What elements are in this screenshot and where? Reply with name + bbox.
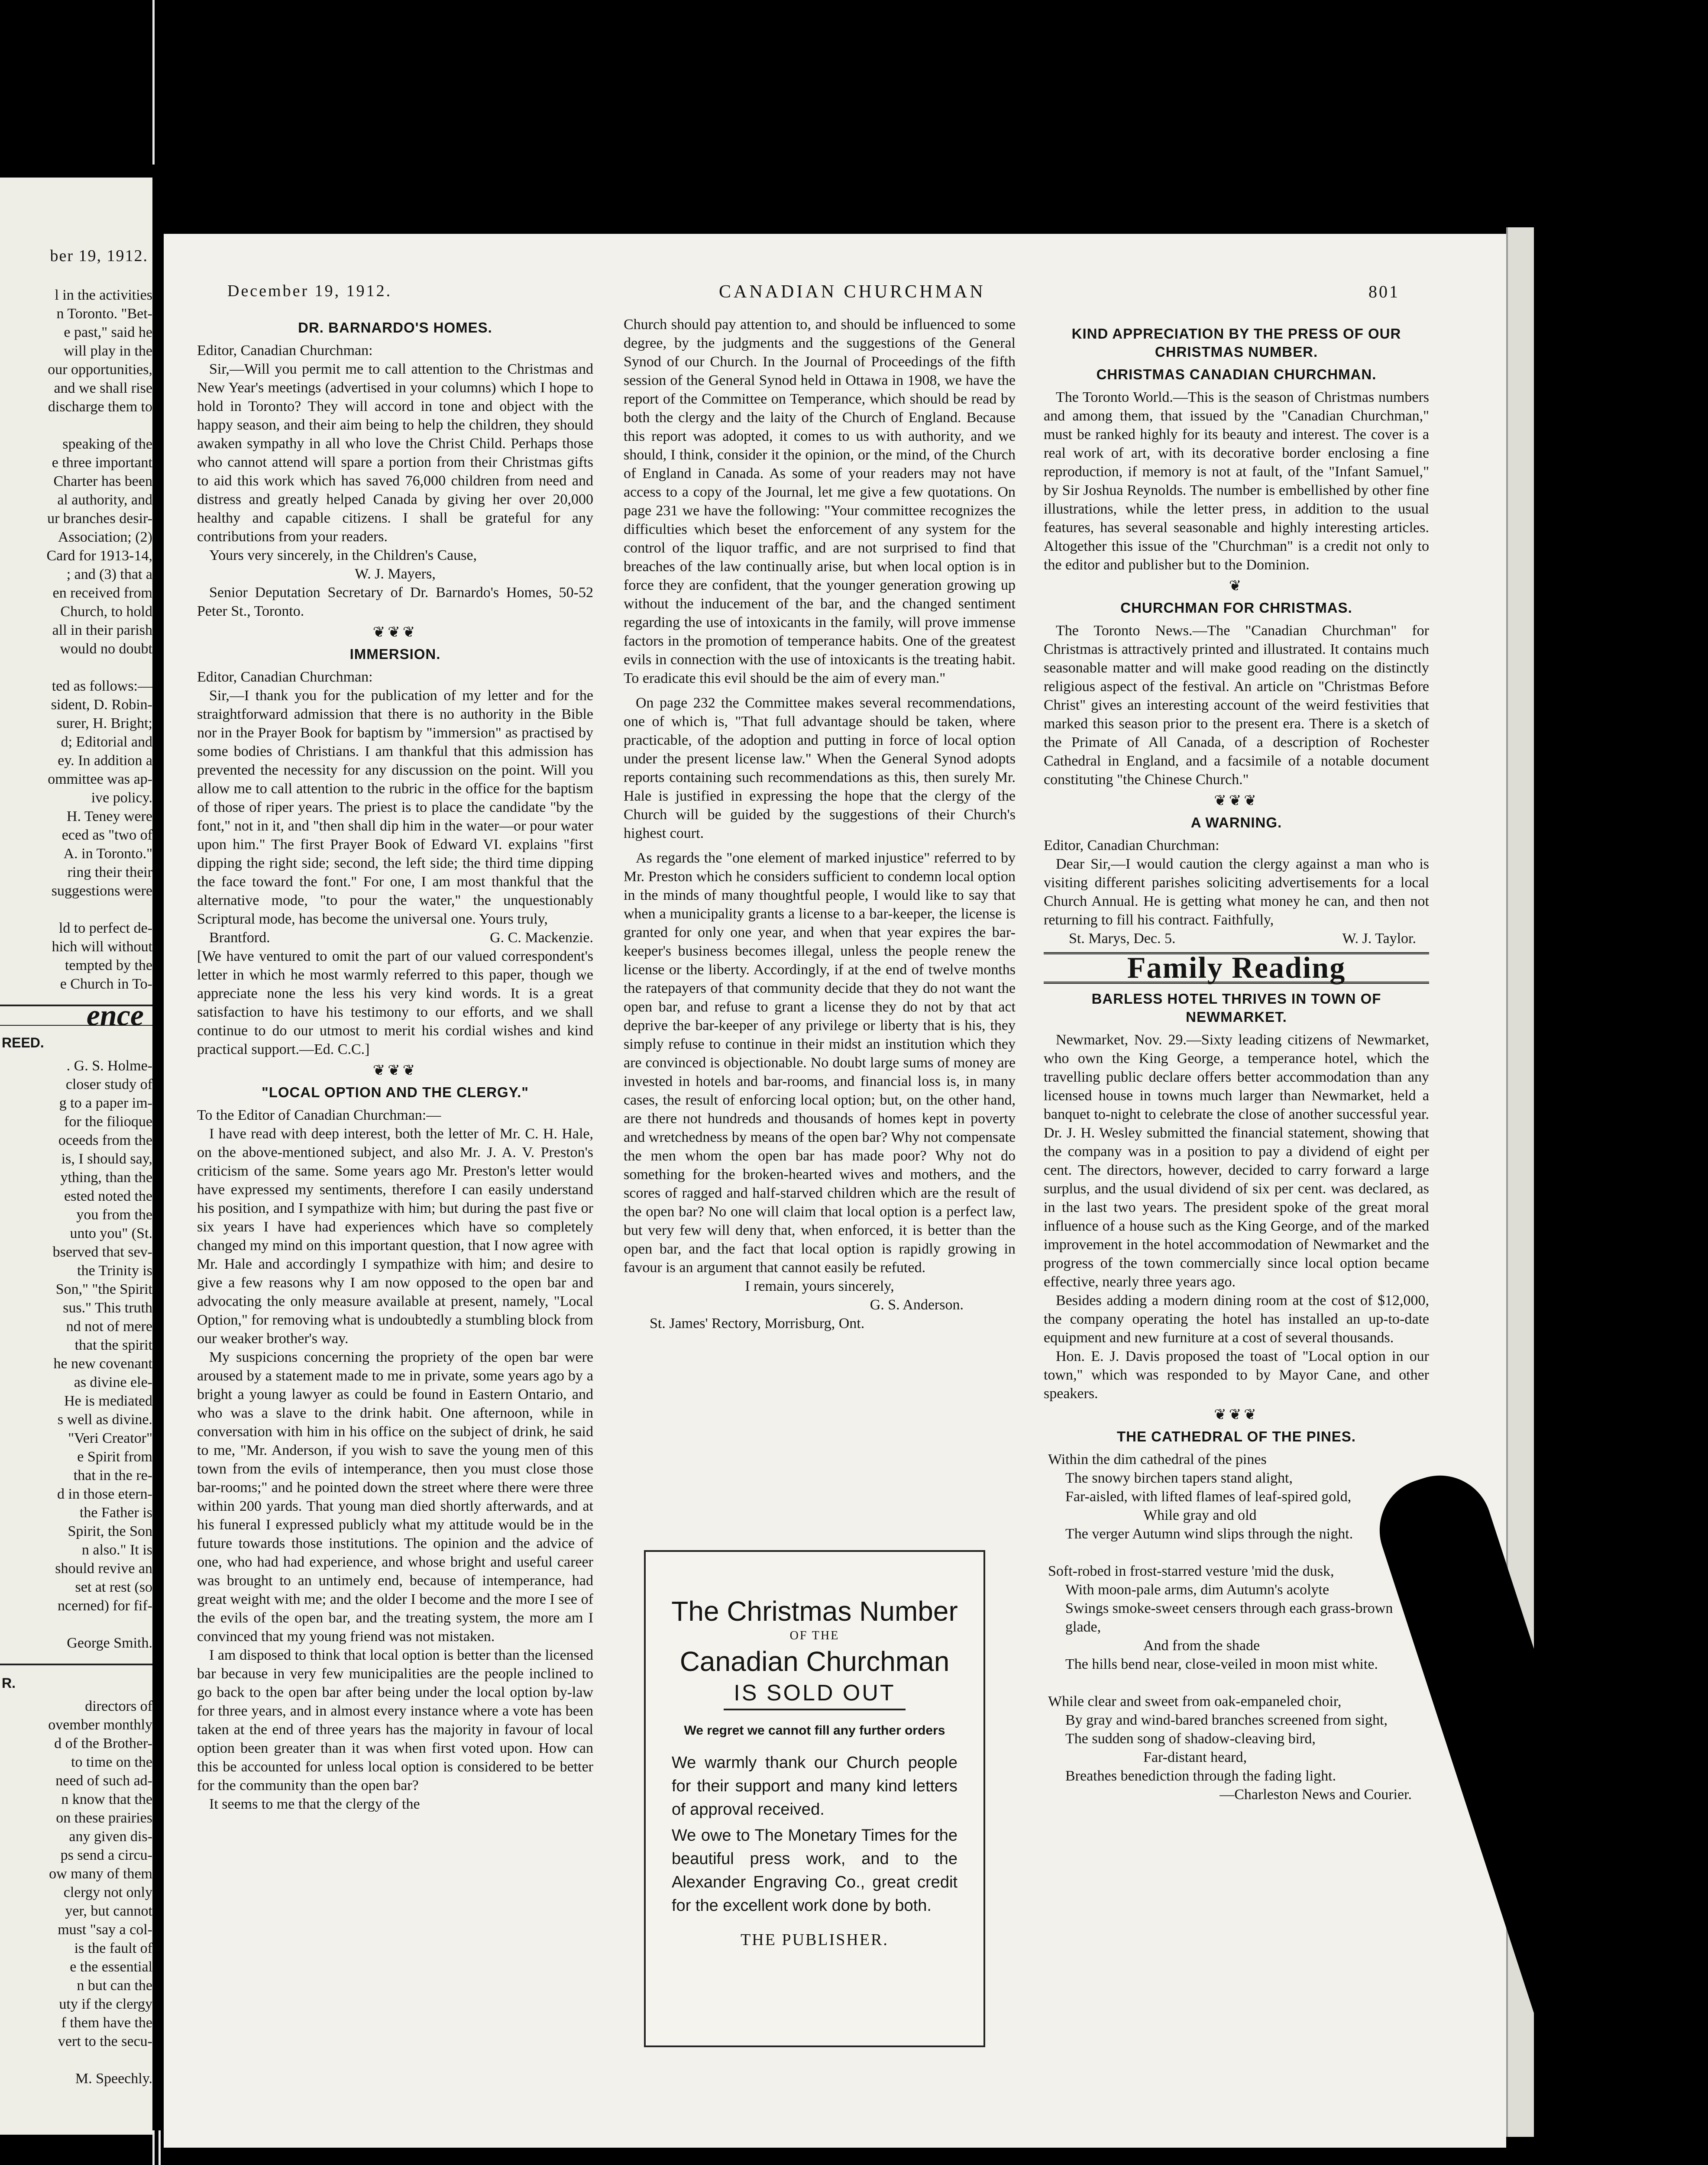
poem-line: Swings smoke-sweet censers through each grass-brown glade, [1065,1600,1393,1635]
left-page-line: oceeds from the [58,1132,152,1148]
poem-line: Within the dim cathedral of the pines [1048,1451,1267,1467]
article-paragraph: On page 232 the Committee makes several recommendations, one of which is, "That full advantage should be taken, where practicable, of the adoption and putting in force of local option under the present license law." When the General Synod adopts reports containing such recommendations as this, then surely Mr. Hale is justified in expressing the hope that the clergy of the Church will be guided by the suggestions of their Church's highest court. [624,695,1016,841]
left-page-fragment [0,178,152,2135]
article-body: Sir,—I thank you for the publication of my letter and for the straightforward admission that there is no authority in the Bible nor in the Prayer Book for baptism by "immersion" as practised by some bodies of Christians. I am thankful that this admission has prevented the necessity for any discussion on the point. Will you allow me to call attention to the rubric in the office for the baptism of those of riper years. The priest is to place the candidate "by the font," not in it, and "then shall dip him in the water—or pour water upon him." The first Prayer Book of Edward VI. explains "first dipping the right side; second, the left side; the third time dipping the face toward the font." For one, I am most thankful that the alternative mode, "to pour the water," the unquestionably Scriptural mode, has become the universal one. Yours truly, [197,688,593,927]
signature-role: Senior Deputation Secretary of Dr. Barnardo's Homes, 50-52 Peter St., Toronto. [197,585,593,619]
left-page-line: ncerned) for fif- [58,1598,152,1614]
article-paragraph: Newmarket, Nov. 29.—Sixty leading citizens of Newmarket, who own the King George, a temperance hotel, which the travelling public declare offers better accommodation than any licensed house in towns much larger than Newmarket, held a banquet to-night to celebrate the close of another successful year. Dr. J. H. Wesley submitted the financial statement, showing that the company was in a position to pay a dividend of eight per cent. The directors, however, decided to carry forward a large surplus, and the usual dividend of six per cent. was declared, as in the last two years. The president spoke of the great moral influence of a house such as the King George, and of the marked improvement in the hotel accommodation of Newmarket and the progress of the town commercially since local option became effective, nearly three years ago. [1044,1032,1429,1290]
left-page-line: ps send a circu- [60,1847,152,1863]
left-page-line [0,1615,152,1634]
poem-line: Far-aisled, with lifted flames of leaf-spired gold, [1065,1489,1352,1505]
left-page-line: ur branches desir- [47,511,152,527]
left-page-line: the Father is [79,1505,152,1521]
poem-line: Soft-robed in frost-starred vesture 'mid the dusk, [1048,1563,1334,1579]
left-page-line: n know that the [61,1791,152,1807]
poem-line: With moon-pale arms, dim Autumn's acolyte [1065,1582,1330,1598]
left-page-line [0,900,152,919]
left-page-line [0,658,152,677]
ornament: ❦❦❦ [372,1063,418,1079]
left-page-line: en received from [52,585,152,601]
left-page-line: must "say a col- [58,1922,152,1938]
salutation: Editor, Canadian Churchman: [197,343,373,359]
left-page-line: Spirit, the Son [68,1523,152,1539]
left-page-column-bottom [0,1697,152,2088]
article-paragraph: I have read with deep interest, both the letter of Mr. C. H. Hale, on the above-mentioned subject, and also Mr. J. A. V. Preston's criticism of the same. Some years ago Mr. Preston's letter would have expressed my sentiments, therefore I can easily understand his position, and I sympathize with him; but during the past five or six years I have had experiences which have so completely changed my mind on this important question, that I now agree with Mr. Hale and accordingly I sympathize with him; and desire to give a few reasons why I am now opposed to the open bar and advocating the only measure available at present, namely, "Local Option," for removing what is undoubtedly a stumbling block from our weaker brother's way. [197,1126,593,1347]
left-page-line: bserved that sev- [52,1244,152,1260]
poem [1044,1450,1429,1785]
left-page-line: unto you" (St. [70,1225,152,1241]
left-page-line: tempted by the [65,957,152,973]
left-page-line: and we shall rise [54,380,152,396]
notice-title: The Christmas Number [671,1596,958,1627]
left-page-line: d in those etern- [57,1486,152,1502]
left-page-line: will play in the [64,343,152,359]
left-page-line: ested noted the [64,1188,152,1204]
page-date: December 19, 1912. [227,282,392,300]
signature-line [197,928,593,947]
article-body: Dear Sir,—I would caution the clergy against a man who is visiting different parishes soliciting advertisements for a local Church Annual. He is getting what money he can, and then not returning to fill his contract. Faithfully, [1044,856,1429,928]
left-page-line: uty if the clergy [59,1996,152,2012]
left-page-line: "Veri Creator" [68,1430,152,1446]
signature: W. J. Taylor. [1342,931,1416,947]
article-body: Sir,—Will you permit me to call attention to the Christmas and New Year's meetings (advertised in your columns) which I hope to hold in Toronto? They will accord in tone and object with the happy season, and their aim being to help the children, they should awaken sympathy in all who love the Christ Child. Perhaps those who cannot attend will spare a portion from their Christmas gifts to aid this work which has saved 76,000 children from need and distress and greatly helped Canada by giving her over 20,000 healthy and capable citizens. I shall be grateful for any contributions from your readers. [197,361,593,545]
left-page-line: A. in Toronto." [63,846,152,862]
left-page-line: set at rest (so [75,1579,152,1595]
notice-credits: We owe to The Monetary Times for the beautiful press work, and to the Alexander Engraving Co., great credit for the excellent work done by both. [672,1826,958,1915]
ornament: ❦❦❦ [372,624,418,640]
divider [0,1664,152,1665]
left-page-line: ; and (3) that a [66,566,152,582]
left-page-column-top [0,286,152,993]
left-page-line: s well as divine. [57,1412,152,1428]
left-page-line: closer study of [65,1076,152,1092]
poem-line: Breathes benediction through the fading light. [1065,1768,1336,1784]
poem-line: While clear and sweet from oak-empaneled choir, [1048,1693,1342,1709]
poem-line: The hills bend near, close-veiled in moon mist white. [1065,1656,1378,1672]
poem-line: While gray and old [1143,1507,1257,1523]
left-page-line: is, I should say, [61,1151,152,1167]
notice-regret: We regret we cannot fill any further orders [684,1723,945,1738]
left-page-line: need of such ad- [55,1773,152,1789]
left-page-text [0,247,152,2088]
left-page-line: discharge them to [48,399,152,415]
article-title: IMMERSION. [349,646,441,662]
notice-underline [724,1709,906,1710]
left-page-line: for the filioque [64,1114,152,1130]
gutter-line [159,2130,161,2165]
left-page-line: as divine ele- [74,1374,152,1390]
notice-thanks: We warmly thank our Church people for their support and many kind letters of approval received. [672,1754,958,1819]
left-page-line: ovember monthly [48,1717,152,1733]
place: St. Marys, Dec. 5. [1069,931,1176,947]
page-number: 801 [1368,282,1400,301]
left-page-line: e Church in To- [60,976,152,992]
left-page-line: nd not of mere [66,1318,152,1335]
left-page-line: Charter has been [53,473,152,489]
left-page-line: would no doubt [60,641,152,657]
notice-of-the: OF THE [789,1629,840,1642]
left-page-line: l in the activities [55,287,152,303]
poem-line: The snowy birchen tapers stand alight, [1065,1470,1293,1486]
left-page-line: d of the Brother- [54,1735,152,1751]
left-page-line: g to a paper im- [59,1095,152,1111]
left-page-line: Church, to hold [60,604,152,620]
left-page-subhead: REED. [2,1035,44,1050]
left-page-line: . G. S. Holme- [66,1058,152,1074]
article-paragraph: My suspicions concerning the propriety of the open bar were aroused by a statement made to me in private, some years ago by a bright a young lawyer as could be found in Eastern Ontario, and who was a slave to the drink habit. One afternoon, while in conversation with him in his office on the subject of drink, he said to me, "Mr. Anderson, if you wish to save the young men of this town from the evils of intemperance, then you must close those bar-rooms;" and he pointed down the street where there were three within 200 yards. That young man died shortly afterwards, and at his funeral I expressed publicly what my attitude would be in the future towards those institutions. The opinion and the advice of one, who had had experience, and whose bright and useful career was brought to an untimely end, because of intemperance, had great weight with me; and the older I become and the more I see of the evils of the open bar, and the treating system, the more am I convinced that my young friend was not mistaken. [197,1349,593,1645]
article-title: KIND APPRECIATION BY THE PRESS OF OUR CHRISTMAS NUMBER. [1071,326,1401,360]
address: St. James' Rectory, Morrisburg, Ont. [650,1315,865,1331]
left-page-line: ring their their [67,864,152,880]
left-page-line: n also." It is [81,1542,152,1558]
article-subtitle: CHRISTMAS CANADIAN CHURCHMAN. [1096,366,1377,382]
article-title: BARLESS HOTEL THRIVES IN TOWN OF NEWMARKET. [1091,991,1381,1025]
left-page-line [0,2051,152,2069]
ornament: ❦ [1229,578,1244,594]
closing: Yours very sincerely, in the Children's Cause, [209,547,477,563]
left-page-line: e the essential [70,1959,152,1975]
left-page-line: should revive an [55,1561,152,1577]
notice-signature: THE PUBLISHER. [741,1931,889,1949]
left-page-line: is the fault of [74,1940,152,1956]
left-page-line: you from the [76,1207,152,1223]
gutter-line [152,2130,155,2165]
left-page-line: e three important [52,455,152,471]
article-title: CHURCHMAN FOR CHRISTMAS. [1120,600,1352,616]
salutation: Editor, Canadian Churchman: [197,669,373,685]
article-title: "LOCAL OPTION AND THE CLERGY." [262,1084,529,1100]
left-page-line: yer, but cannot [65,1903,152,1919]
left-page-line: directors of [85,1698,152,1714]
left-page-line: H. Teney were [66,808,152,824]
left-page-line: n Toronto. "Bet- [56,306,152,322]
signature: G. S. Anderson. [870,1297,964,1313]
left-page-line: ything, than the [60,1170,152,1186]
article-paragraph: It seems to me that the clergy of the [209,1796,420,1812]
poem-source: —Charleston News and Courier. [1220,1787,1412,1803]
left-page-line: all in their parish [52,622,152,638]
left-page-line: ow many of them [49,1866,152,1882]
poem-line [1044,1543,1429,1562]
poem-line: And from the shade [1143,1638,1260,1654]
left-page-line: ommittee was ap- [48,771,152,787]
signature-line [1044,929,1429,948]
left-page-subhead: R. [2,1675,16,1691]
poem-title: THE CATHEDRAL OF THE PINES. [1117,1428,1356,1444]
column-3 [1044,321,1429,1804]
ornament: ❦❦❦ [1214,793,1259,809]
gutter-line [152,0,155,165]
poem-line: The sudden song of shadow-cleaving bird, [1065,1731,1316,1747]
left-page-line: f them have the [61,2015,152,2031]
left-page-line: e Spirit from [77,1449,152,1465]
section-heading-family-reading: Family Reading [1044,952,1429,984]
left-page-line: ted as follows:— [52,678,152,694]
left-page-line: ld to perfect de- [58,920,152,936]
place: Brantford. [209,930,270,946]
signature: G. C. Mackenzie. [490,930,593,946]
left-page-column-middle [0,1057,152,1652]
left-page-heading: ence [86,999,144,1032]
sold-out-notice [644,1550,985,2047]
notice-sold-out: IS SOLD OUT [734,1680,896,1706]
left-page-line: surer, H. Bright; [56,715,152,731]
left-page-line: sident, D. Robin- [51,697,152,713]
poem-line: By gray and wind-bared branches screened from sight, [1065,1712,1388,1728]
left-page-date: ber 19, 1912. [50,247,148,265]
left-page-line: ey. In addition a [58,753,152,769]
article-paragraph: Church should pay attention to, and should be influenced to some degree, by the judgments and the suggestions of the General Synod of our Church. In the Journal of Proceedings of the fifth session of the General Synod held in Ottawa in 1908, we have the report of the Committee on Temperance, which should be read by both the clergy and the laity of the Church of England. Because this report was adopted, it comes to us with authority, and we should, I think, consider it the opinion, or the mind, of the Church of England in Canada. As some of your readers may not have access to a copy of the Journal, let me give a few quotations. On page 231 we have the following: "Your committee recognizes the difficulties which beset the enforcement of any system for the control of the liquor traffic, and are not surprised to find that breaches of the law continually arise, but when local option is in force they are confident, that the younger generation growing up without the inducement of the bar, and the changed sentiment regarding the use of intoxicants in the family, will prove immense factors in the promotion of temperance habits. One of the greatest evils in connection with the use of intoxicants is the treating habit. To eradicate this evil should be the aim of every man." [624,317,1016,686]
left-page-line: hich will without [52,939,152,955]
article-body: The Toronto News.—The "Canadian Churchman" for Christmas is attractively printed and illustrated. It contains much seasonable matter and will make good reading on the distinctly religious aspect of the festival. An article on "Christmas Before Christ" gives an interesting account of the weird festivities that marked this season prior to the present era. There is a sketch of the Primate of All Canada, of a description of Rochester Cathedral in England, and a facsimile of a notable document constituting "the Chinese Church." [1044,623,1429,788]
signature: W. J. Mayers, [355,566,436,582]
ornament: ❦❦❦ [1214,1407,1259,1423]
editor-note: [We have ventured to omit the part of our valued correspondent's letter in which he most warmly referred to this paper, though we appreciate none the less his very kind words. It is a great satisfaction to have his testimony to our efforts, and we shall continue to do our utmost to merit his cordial wishes and kind practical support.—Ed. C.C.] [197,948,593,1057]
salutation: To the Editor of Canadian Churchman:— [197,1107,441,1123]
left-page-line: eced as "two of [61,827,152,843]
article-paragraph: Besides adding a modern dining room at the cost of $12,000, the company operating the hotel has installed an up-to-date equipment and new furniture at a cost of several thousands. [1044,1293,1429,1346]
left-page-line: the Trinity is [77,1263,152,1279]
masthead: CANADIAN CHURCHMAN [719,282,986,302]
left-page-line: any given dis- [69,1829,152,1845]
article-paragraph: Hon. E. J. Davis proposed the toast of "Local option in our town," which was responded to by Mayor Cane, and other speakers. [1044,1348,1429,1402]
left-page-line: He is mediated [64,1393,152,1409]
article-paragraph: As regards the "one element of marked injustice" referred to by Mr. Preston which he considers sufficient to condemn local option in the minds of many thoughtful people, I would like to say that when a municipality grants a license to a bar-keeper, the license is granted for only one year, and when that year expires the bar-keeper's business becomes illegal, unless the people renew the license or the liberty. Accordingly, if at the end of twelve months the ratepayers of that community decide that they do not want the open bar, and refuse to grant a license they do not by that act deprive the bar-keeper of any privilege or liberty that is his, they simply refuse to continue in their midst an institution which they are convinced is objectionable. No doubt large sums of money are invested in hotels and bar-rooms, and financial loss is, in many cases, the result of enforcing local option; but, on the other hand, are there not hundreds and thousands of homes kept in poverty and wretchedness by means of the open bar? Why not compensate the men whom the open bar has made poor? Why not do something for the broken-hearted wives and mothers, and the scores of ragged and half-starved children which are the result of the open bar? No one will claim that local option is a perfect law, but very few will deny that, when enforced, it is better than the open bar, and the fact that local option is rapidly growing in favour is an argument that cannot easily be refuted. [624,850,1016,1276]
left-page-line: that the spirit [74,1337,152,1353]
left-page-line: clergy not only [63,1884,152,1900]
article-title: A WARNING. [1190,814,1282,830]
column-2 [624,315,1016,1333]
left-page-line [0,416,152,435]
article-body: The Toronto World.—This is the season of Christmas numbers and among them, that issued by the "Canadian Churchman," must be ranked highly for its beauty and interest. The cover is a real work of art, with its decorative border enclosing a fine reproduction, if memory is not at fault, of the "Infant Samuel," by Sir Joshua Reynolds. The number is embellished by other fine illustrations, while the letter press, in addition to the usual features, has several seasonable and highly interesting articles. Altogether this issue of the "Churchman" is a credit not only to the editor and publisher but to the Dominion. [1044,389,1429,573]
left-page-line: Association; (2) [58,529,152,545]
poem-line [1044,1674,1429,1692]
left-page-line: n but can the [77,1978,152,1994]
left-page-line: that in the re- [73,1467,152,1483]
left-page-line: M. Speechly. [75,2071,152,2087]
article-title: DR. BARNARDO'S HOMES. [298,320,492,336]
notice-publication: Canadian Churchman [679,1646,950,1677]
book-gutter [152,0,164,2165]
left-page-line: George Smith. [67,1635,152,1651]
left-page-line: to time on the [71,1754,152,1770]
poem-line: The verger Autumn wind slips through the night. [1065,1526,1353,1542]
left-page-line: he new covenant [53,1356,152,1372]
left-page-line: on these prairies [56,1810,152,1826]
closing: I remain, yours sincerely, [745,1278,894,1294]
left-page-line: vert to the secu- [58,2033,152,2049]
salutation: Editor, Canadian Churchman: [1044,837,1220,853]
left-page-line: our opportunities, [48,362,152,378]
left-page-line: speaking of the [62,436,152,452]
article-paragraph: I am disposed to think that local option is better than the licensed bar because in very few municipalities are the people inclined to go back to the open bar after being under the local option by-law for three years, and in almost every instance where a vote has been taken at the end of three years has the majority in favour of local option been greater than it was when first voted upon. How can this be accounted for unless local option is considered to be better for the community than the open bar? [197,1647,593,1793]
poem-line: Far-distant heard, [1143,1749,1247,1765]
left-page-line: sus." This truth [63,1300,152,1316]
column-1 [197,315,593,1813]
left-page-line: Card for 1913-14, [46,548,152,564]
left-page-line: e past," said he [64,324,152,340]
left-page-line: suggestions were [51,883,152,899]
left-page-line: al authority, and [57,492,152,508]
left-page-line: d; Editorial and [61,734,152,750]
left-page-line: ive policy. [91,790,152,806]
left-page-line: Son," "the Spirit [55,1281,152,1297]
